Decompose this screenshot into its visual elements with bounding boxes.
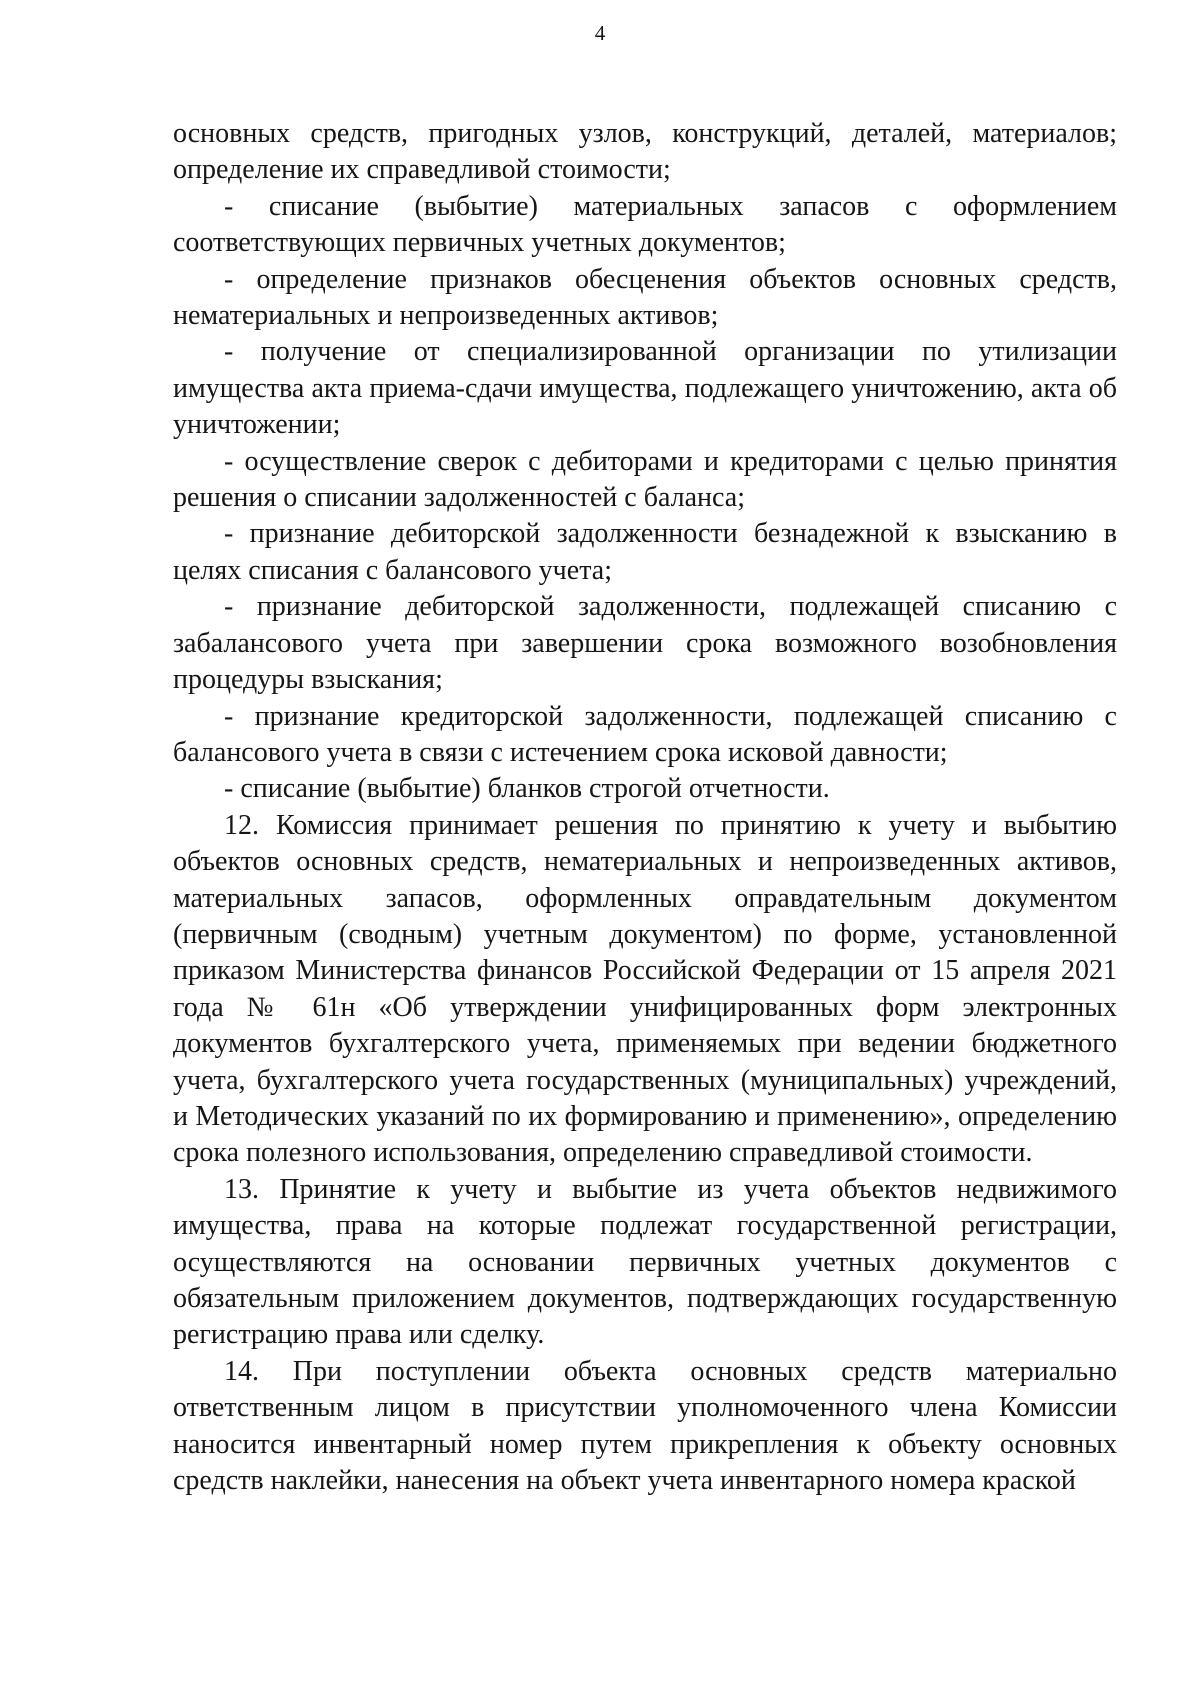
list-item-creditor-debt: - признание кредиторской задолженности, подлежащей списанию с балансового учета в связи с истечением срока исковой давности; (173, 700, 1117, 768)
paragraph-continuation: основных средств, пригодных узлов, конструкций, деталей, материалов; определение их справедливой стоимости; (173, 118, 1117, 186)
list-item-strict-forms: - списание (выбытие) бланков строгой отчетности. (224, 773, 830, 805)
list-item-bad-debt: - признание дебиторской задолженности безнадежной к взысканию в целях списания с балансового учета; (173, 518, 1117, 586)
clause-14: 14. При поступлении объекта основных средств материально ответственным лицом в присутствии уполномоченного члена Комиссии наносится инвентарный номер путем прикрепления к объекту основных средств наклейки, нанесения на объект учета инвентарного номера краской (173, 1355, 1117, 1497)
list-item-reconciliation: - осуществление сверок с дебиторами и кредиторами с целью принятия решения о списании задолженностей с баланса; (173, 445, 1117, 514)
list-item-disposal-act: - получение от специализированной организации по утилизации имущества акта приема-сдачи имущества, подлежащего уничтожению, акта об уничтожении; (173, 336, 1117, 441)
clause-13: 13. Принятие к учету и выбытие из учета объектов недвижимого имущества, права на которые подлежат государственной регистрации, осуществляются на основании первичных учетных документов с обязательным приложением документов, подтверждающих государственную регистрацию права или сделку. (173, 1173, 1117, 1351)
page-number: 4 (594, 21, 606, 45)
clause-12: 12. Комиссия принимает решения по принятию к учету и выбытию объектов основных средств, нематериальных и непроизведенных активов, материальных запасов, оформленных оправдательным документом (первичным (сводным) учетным документом) по форме, установленной приказом Министерства финансов Российской Федерации от 15 апреля 2021 года № 61н «Об утверждении унифицированных форм электронных документов бухгалтерского учета, применяемых при ведении бюджетного учета, бухгалтерского учета государственных (муниципальных) учреждений, и Методических указаний по их формированию и применению», определению срока полезного использования, определению справедливой стоимости. (173, 809, 1117, 1169)
document-body (173, 116, 1117, 1499)
list-item-offbalance-debt: - признание дебиторской задолженности, подлежащей списанию с забалансового учета при завершении срока возможного возобновления процедуры взыскания; (173, 591, 1117, 696)
list-item-impairment: - определение признаков обесценения объектов основных средств, нематериальных и непроизведенных активов; (173, 263, 1117, 332)
list-item-writeoff-inventory: - списание (выбытие) материальных запасов с оформлением соответствующих первичных учетных документов; (173, 190, 1117, 259)
